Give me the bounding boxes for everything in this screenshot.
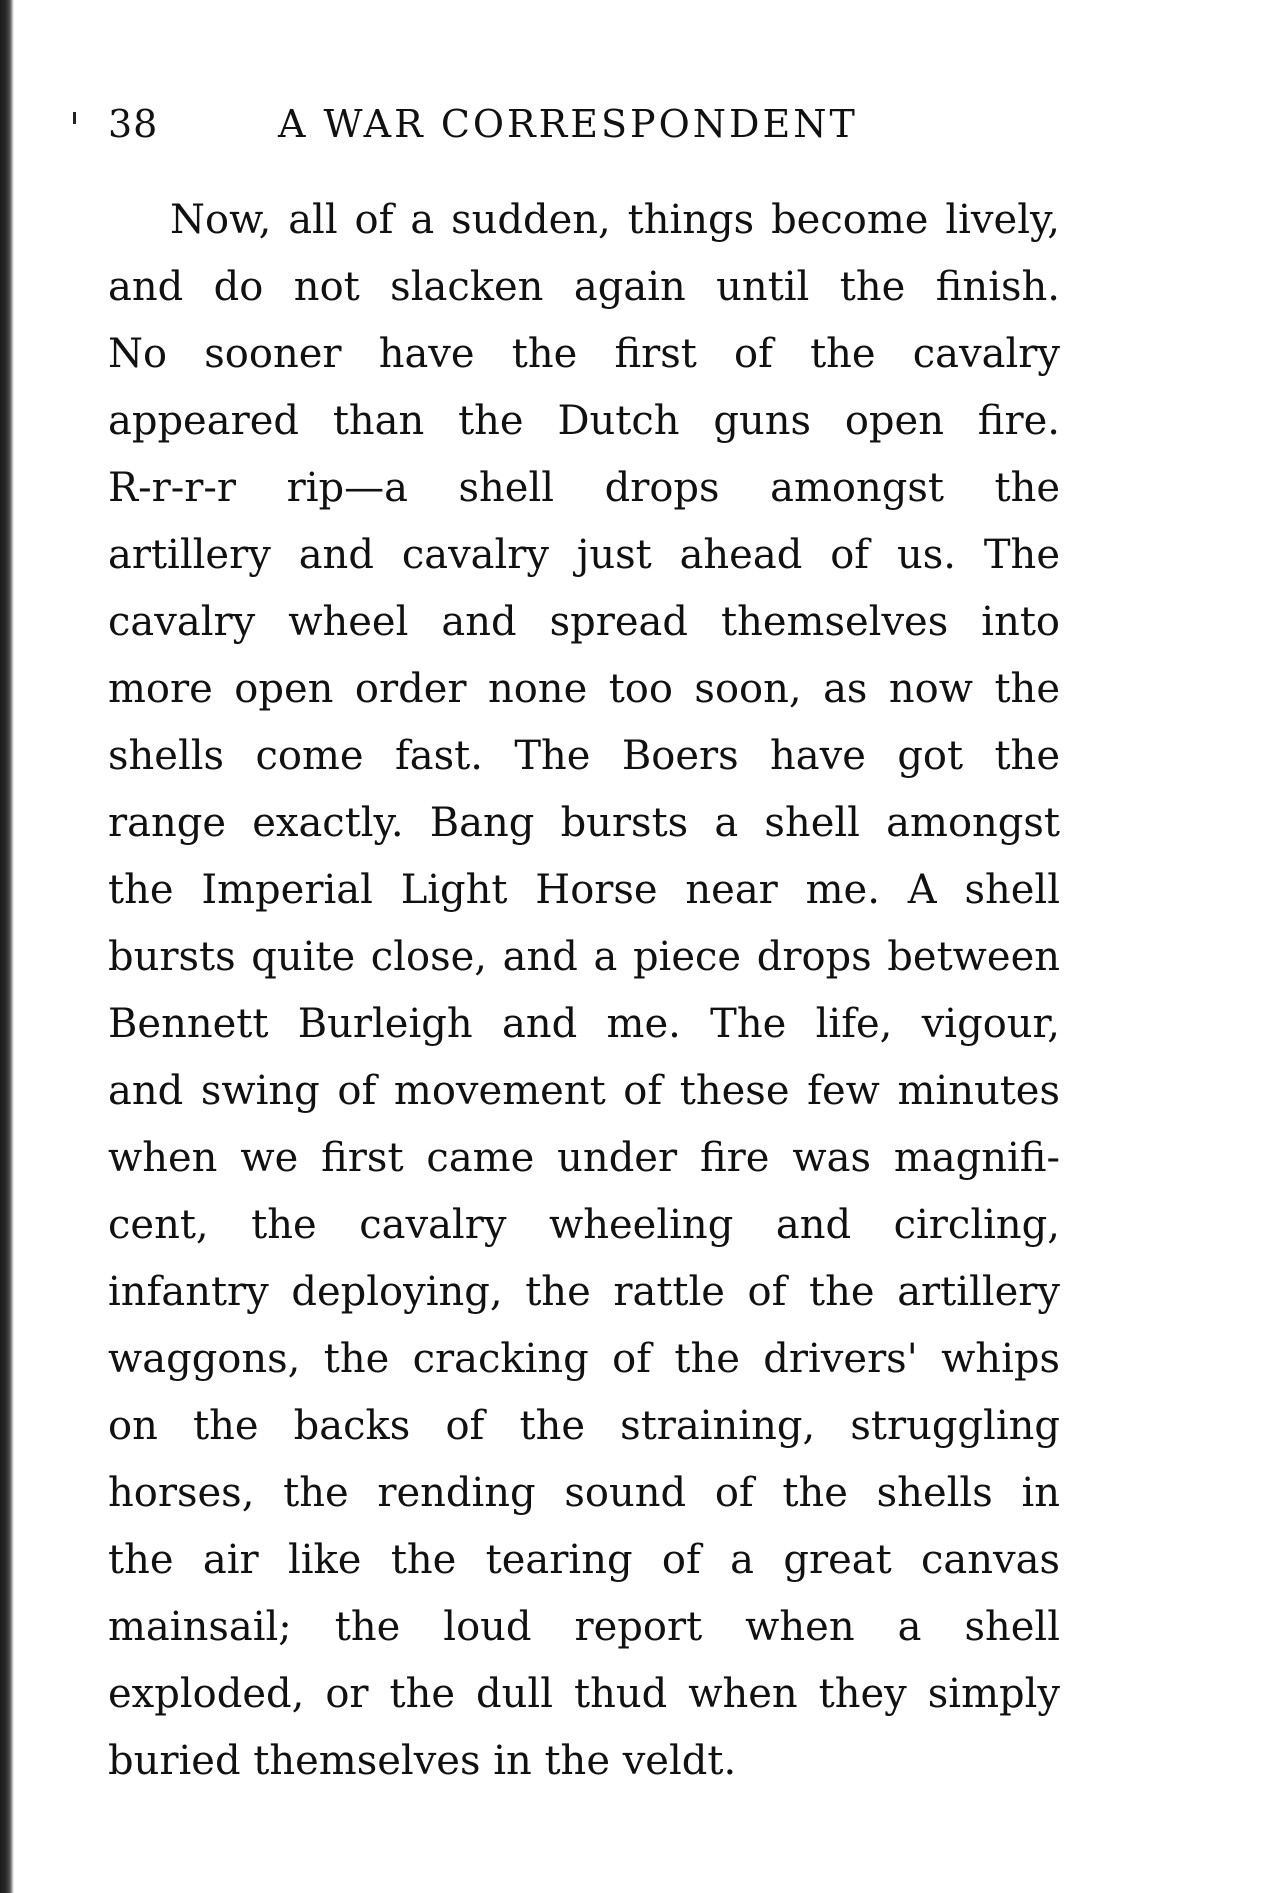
text-line: No sooner have the first of the cavalry [108,331,1060,377]
text-line: buried themselves in the veldt. [108,1738,737,1784]
text-line: range exactly. Bang bursts a shell amongst [108,800,1060,846]
text-line: cent, the cavalry wheeling and circling, [108,1202,1060,1248]
text-line: waggons, the cracking of the drivers' whips [108,1336,1060,1382]
binding-edge [0,0,14,1893]
text-line: artillery and cavalry just ahead of us. The [108,532,1060,578]
text-line: when we first came under fire was magnifi- [108,1135,1060,1181]
text-line: and swing of movement of these few minutes [108,1068,1060,1114]
text-line: shells come fast. The Boers have got the [108,733,1060,779]
page-number: 38 [108,102,159,146]
text-line: mainsail; the loud report when a shell [108,1604,1060,1650]
text-line: R-r-r-r rip—a shell drops amongst the [108,465,1060,511]
text-line: the Imperial Light Horse near me. A shell [108,867,1060,913]
margin-mark [73,112,76,124]
body-paragraph [108,187,1060,1795]
text-line: bursts quite close, and a piece drops between [108,934,1060,980]
text-line: exploded, or the dull thud when they simply [108,1671,1060,1717]
text-line: cavalry wheel and spread themselves into [108,599,1060,645]
text-line: more open order none too soon, as now the [108,666,1060,712]
text-line: and do not slacken again until the finish. [108,264,1060,310]
text-line: horses, the rending sound of the shells in [108,1470,1060,1516]
text-line: on the backs of the straining, struggling [108,1403,1060,1449]
running-head [108,102,908,152]
running-title: A WAR CORRESPONDENT [278,102,858,146]
text-line: infantry deploying, the rattle of the artillery [108,1269,1060,1315]
text-line: appeared than the Dutch guns open fire. [108,398,1060,444]
text-line: Bennett Burleigh and me. The life, vigour, [108,1001,1060,1047]
text-line: Now, all of a sudden, things become lively, [170,197,1060,243]
text-line: the air like the tearing of a great canvas [108,1537,1060,1583]
